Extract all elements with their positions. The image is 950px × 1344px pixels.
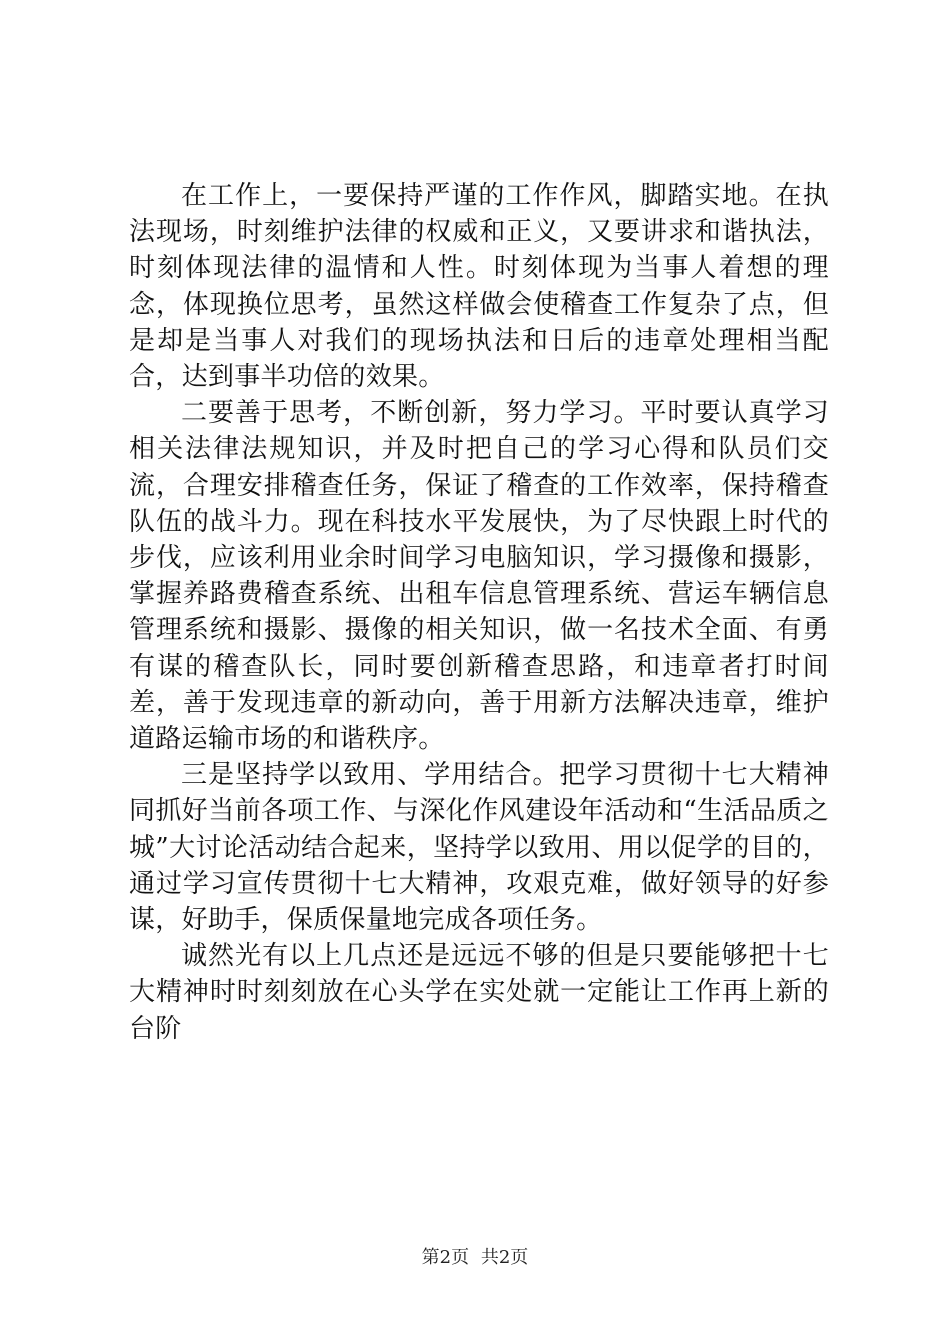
paragraph-conclusion: 诚然光有以上几点还是远远不够的但是只要能够把十七大精神时时刻刻放在心头学在实处就一定能让工作再上新的台阶 xyxy=(129,941,829,1044)
paragraph-learning-application: 三是坚持学以致用、学用结合。把学习贯彻十七大精神同抓好当前各项工作、与深化作风建设年活动和“生活品质之城”大讨论活动结合起来，坚持学以致用、用以促学的目的，通过学习宣传贯彻十七大精神，攻艰克难，做好领导的好参谋，好助手，保质保量地完成各项任务。 xyxy=(129,760,829,936)
page-footer xyxy=(0,1243,950,1269)
page-total: 共2页 xyxy=(480,1247,529,1268)
paragraph-work-style: 在工作上，一要保持严谨的工作作风，脚踏实地。在执法现场，时刻维护法律的权威和正义，又要讲求和谐执法，时刻体现法律的温情和人性。时刻体现为当事人着想的理念，体现换位思考，虽然这样做会使稽查工作复杂了点，但是却是当事人对我们的现场执法和日后的违章处理相当配合，达到事半功倍的效果。 xyxy=(129,181,829,393)
page-number: 第2页 xyxy=(421,1247,470,1268)
document-body xyxy=(129,178,829,1047)
paragraph-thinking-innovation: 二要善于思考，不断创新，努力学习。平时要认真学习相关法律法规知识，并及时把自己的学习心得和队员们交流，合理安排稽查任务，保证了稽查的工作效率，保持稽查队伍的战斗力。现在科技水平发展快，为了尽快跟上时代的步伐，应该利用业余时间学习电脑知识，学习摄像和摄影，掌握养路费稽查系统、出租车信息管理系统、营运车辆信息管理系统和摄影、摄像的相关知识，做一名技术全面、有勇有谋的稽查队长，同时要创新稽查思路，和违章者打时间差，善于发现违章的新动向，善于用新方法解决违章，维护道路运输市场的和谐秩序。 xyxy=(129,398,829,755)
